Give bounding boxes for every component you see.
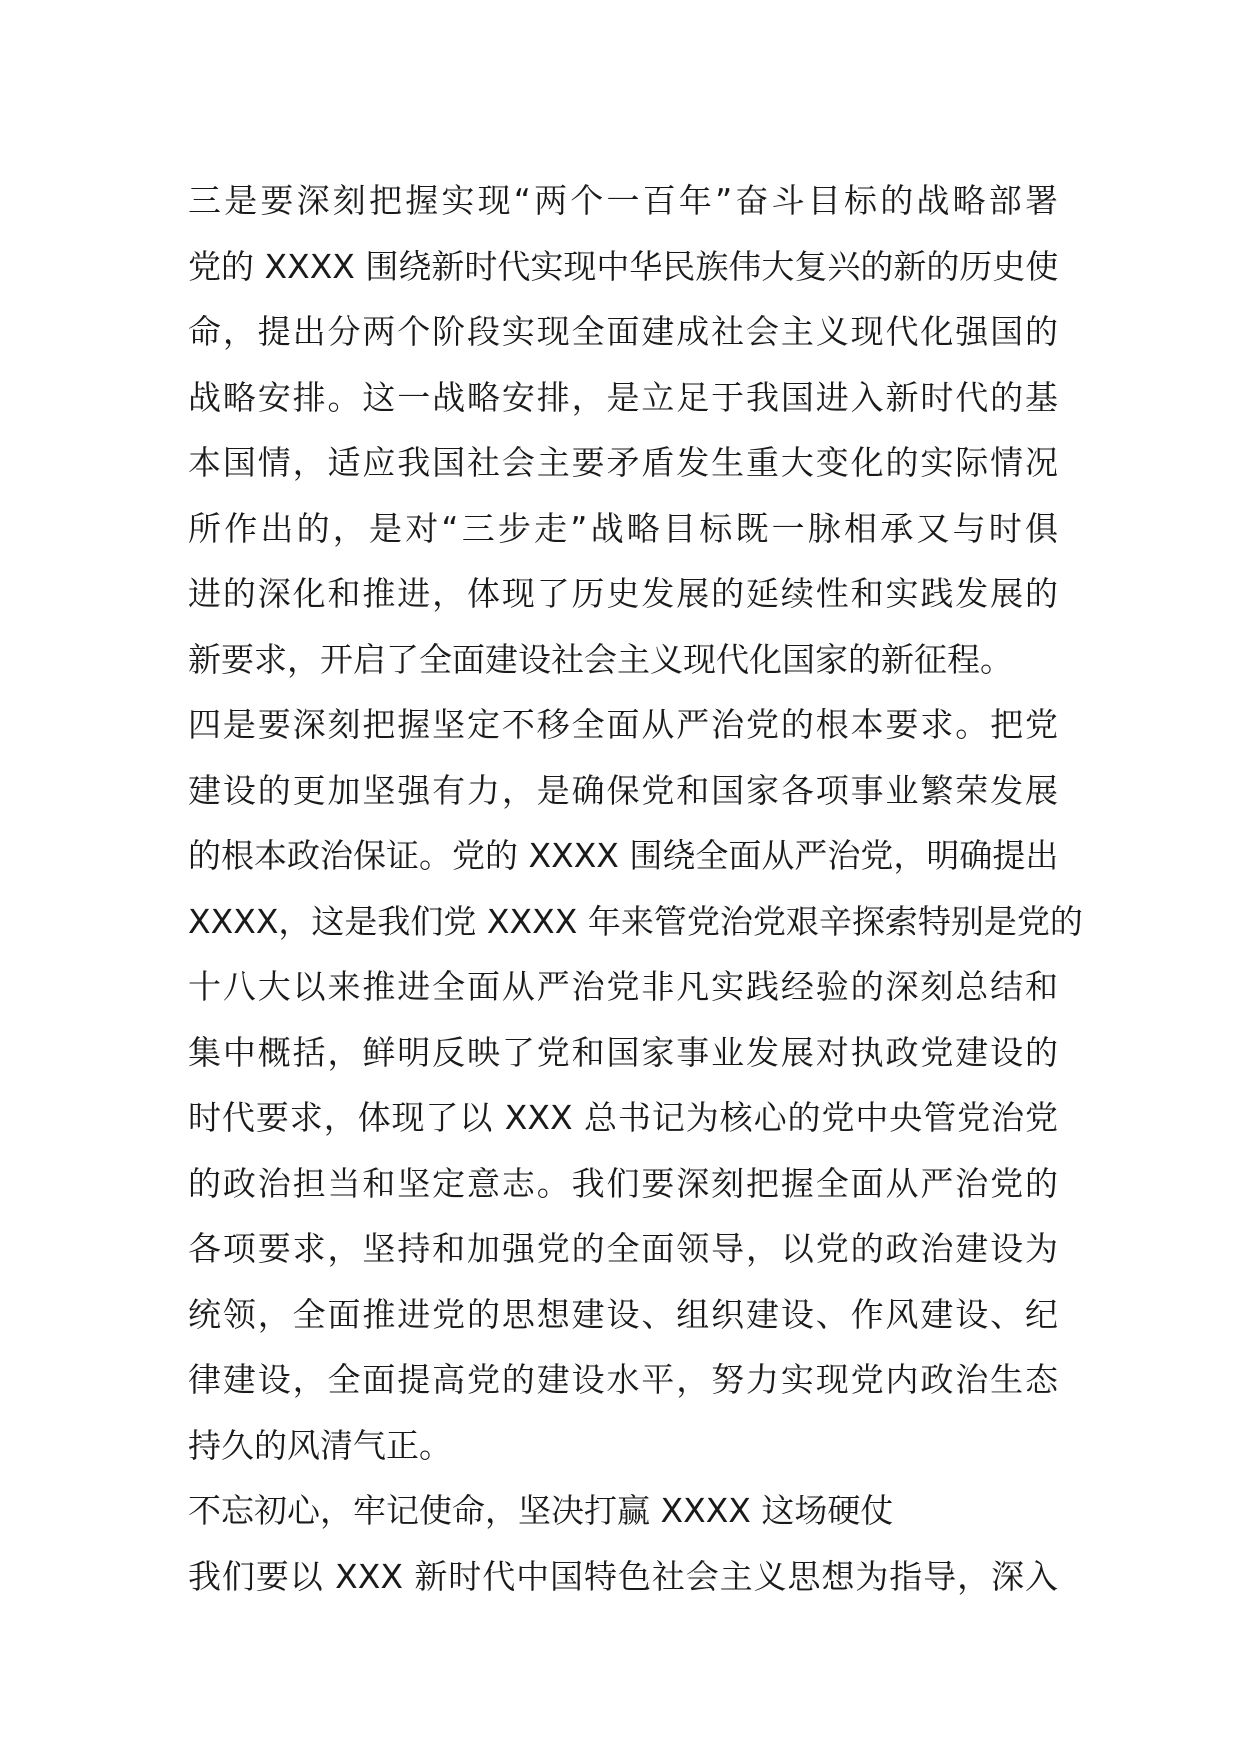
text-line: 战略安排。这一战略安排，是立足于我国进入新时代的基: [188, 377, 1058, 417]
text-line: 集中概括，鲜明反映了党和国家事业发展对执政党建设的: [188, 1032, 1058, 1072]
text-line: 三是要深刻把握实现“两个一百年”奋斗目标的战略部署: [188, 181, 1058, 220]
text-line: 四是要深刻把握坚定不移全面从严治党的根本要求。把党: [188, 705, 1058, 744]
text-line: 十八大以来推进全面从严治党非凡实践经验的深刻总结和: [188, 967, 1058, 1006]
text-line: 进的深化和推进，体现了历史发展的延续性和实践发展的: [188, 574, 1058, 613]
text-line: XXXX，这是我们党 XXXX 年来管党治党艰辛探索特别是党的: [188, 901, 1083, 941]
text-line: 各项要求，坚持和加强党的全面领导，以党的政治建设为: [188, 1229, 1058, 1268]
text-line: 律建设，全面提高党的建设水平，努力实现党内政治生态: [188, 1360, 1058, 1399]
text-line: 本国情，适应我国社会主要矛盾发生重大变化的实际情况: [188, 443, 1058, 482]
body-text: [188, 168, 1083, 1609]
text-line: 持久的风清气正。: [188, 1425, 452, 1465]
section-heading: 不忘初心，牢记使命，坚决打赢 XXXX 这场硬仗: [188, 1491, 894, 1530]
text-line: 党的 XXXX 围绕新时代实现中华民族伟大复兴的新的历史使: [188, 246, 1059, 286]
text-line: 统领，全面推进党的思想建设、组织建设、作风建设、纪: [188, 1294, 1058, 1334]
text-line: 所作出的，是对“三步走”战略目标既一脉相承又与时俱: [188, 508, 1058, 548]
text-line: 的根本政治保证。党的 XXXX 围绕全面从严治党，明确提出: [188, 836, 1059, 875]
text-line: 建设的更加坚强有力，是确保党和国家各项事业繁荣发展: [188, 770, 1058, 810]
text-line: 新要求，开启了全面建设社会主义现代化国家的新征程。: [188, 639, 1013, 679]
text-line: 时代要求，体现了以 XXX 总书记为核心的党中央管党治党: [188, 1098, 1058, 1137]
text-line: 我们要以 XXX 新时代中国特色社会主义思想为指导，深入: [188, 1556, 1058, 1596]
text-line: 的政治担当和坚定意志。我们要深刻把握全面从严治党的: [188, 1163, 1058, 1203]
text-line: 命，提出分两个阶段实现全面建成社会主义现代化强国的: [188, 312, 1058, 351]
